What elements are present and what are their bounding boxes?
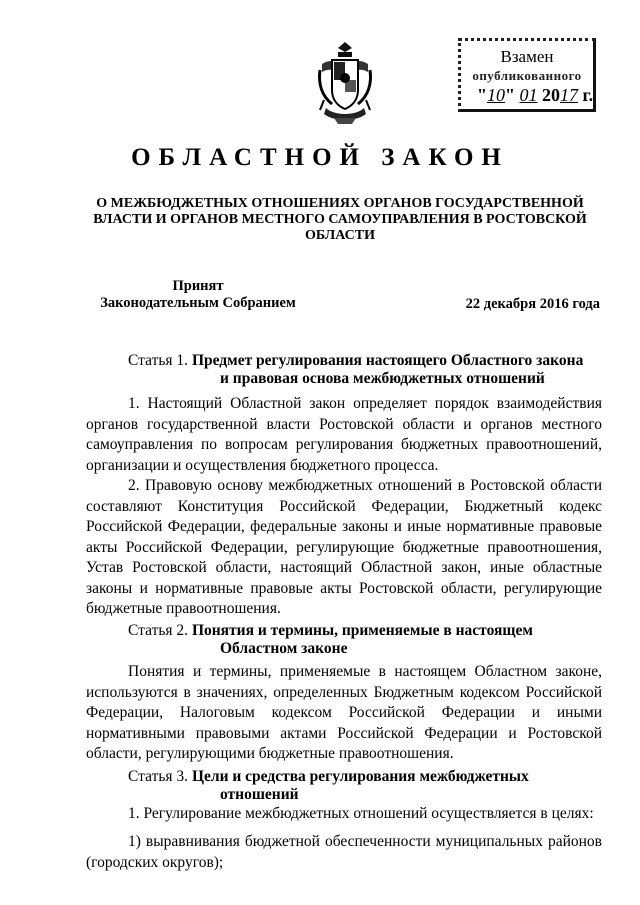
article-3-body <box>86 804 602 825</box>
stamp-date-suffix: г. <box>582 85 594 105</box>
article-3-heading <box>86 768 602 804</box>
stamp-date: "10" 01 2017 г. <box>477 85 594 105</box>
article-3-paragraph-1: 1. Регулирование межбюджетных отношений осуществляется в целях: <box>128 805 594 822</box>
stamp-date-day: 10 <box>487 85 505 105</box>
article-2-body <box>86 662 602 765</box>
adopted-line-1: Принят <box>172 278 224 294</box>
rostov-oblast-coat-of-arms-icon <box>312 38 378 128</box>
article-1-paragraph-2: 2. Правовую основу межбюджетных отношений в Ростовской области составляют Конституция Российской Федерации, Бюджетный кодекс Российской Федерации, федеральные законы и иные нормативные правовые акты Российской Федерации, регулирующие бюджетные правоотношения, Устав Ростовской области, настоящий Областной закон, иные областные законы и нормативные правовые акты Ростовской области, регулирующие бюджетные правоотношения. <box>86 477 602 617</box>
article-2-number: Статья 2. <box>128 622 189 639</box>
stamp-date-prefix: " <box>477 85 487 105</box>
article-2 <box>86 622 602 658</box>
article-1-title-line-1: Предмет регулирования настоящего Областного закона <box>191 352 584 369</box>
stamp-date-year-prefix: 20 <box>542 85 560 105</box>
stamp-line-2: опубликованного <box>472 68 582 83</box>
replacement-stamp <box>458 38 596 112</box>
article-1-body <box>86 394 602 476</box>
stamp-date-year-suffix: 17 <box>560 85 578 105</box>
article-1-number: Статья 1. <box>128 352 189 369</box>
stamp-line-1: Взамен <box>500 47 554 66</box>
article-1-paragraph-1: 1. Настоящий Областной закон определяет порядок взаимодействия органов государственной власти Ростовской области и органов местного самоуправления по вопросам регулирования бюджетных правоотношений, организации и осуществления бюджетного процесса. <box>86 395 602 474</box>
article-2-paragraph-1: Понятия и термины, применяемые в настоящем Областном законе, используются в значениях, определенных Бюджетным кодексом Российской Федерации, Налоговым кодексом Российской Федерации и иными нормативными правовыми актами Российской Федерации и Ростовской области, регулирующими бюджетные правоотношения. <box>86 663 602 762</box>
article-2-heading <box>86 622 602 658</box>
article-3-title-line-2: отношений <box>220 786 299 803</box>
article-3-title-line-1: Цели и средства регулирования межбюджетных <box>191 768 529 785</box>
article-1-title-line-2: и правовая основа межбюджетных отношений <box>220 370 545 387</box>
document-title: ОБЛАСТНОЙ ЗАКОН <box>131 144 509 171</box>
article-1-body-2 <box>86 476 602 620</box>
article-2-title-line-2: Областном законе <box>220 640 348 657</box>
article-2-title-line-1: Понятия и термины, применяемые в настоящем <box>191 622 533 639</box>
document-subtitle: О МЕЖБЮДЖЕТНЫХ ОТНОШЕНИЯХ ОРГАНОВ ГОСУДАРСТВЕННОЙ ВЛАСТИ И ОРГАНОВ МЕСТНОГО САМОУПРАВЛЕНИЯ В РОСТОВСКОЙ ОБЛАСТИ <box>93 196 587 243</box>
stamp-date-month: 01 <box>519 85 538 105</box>
article-3-body-2 <box>86 832 602 873</box>
article-3 <box>86 768 602 804</box>
article-1 <box>86 352 602 388</box>
article-3-paragraph-2: 1) выравнивания бюджетной обеспеченности муниципальных районов (городских округов); <box>86 833 602 871</box>
adopted-label <box>88 278 308 312</box>
article-3-number: Статья 3. <box>128 768 189 785</box>
adopted-line-2: Законодательным Собранием <box>100 295 296 311</box>
article-1-heading <box>86 352 602 388</box>
adopted-date: 22 декабря 2016 года <box>465 296 600 312</box>
